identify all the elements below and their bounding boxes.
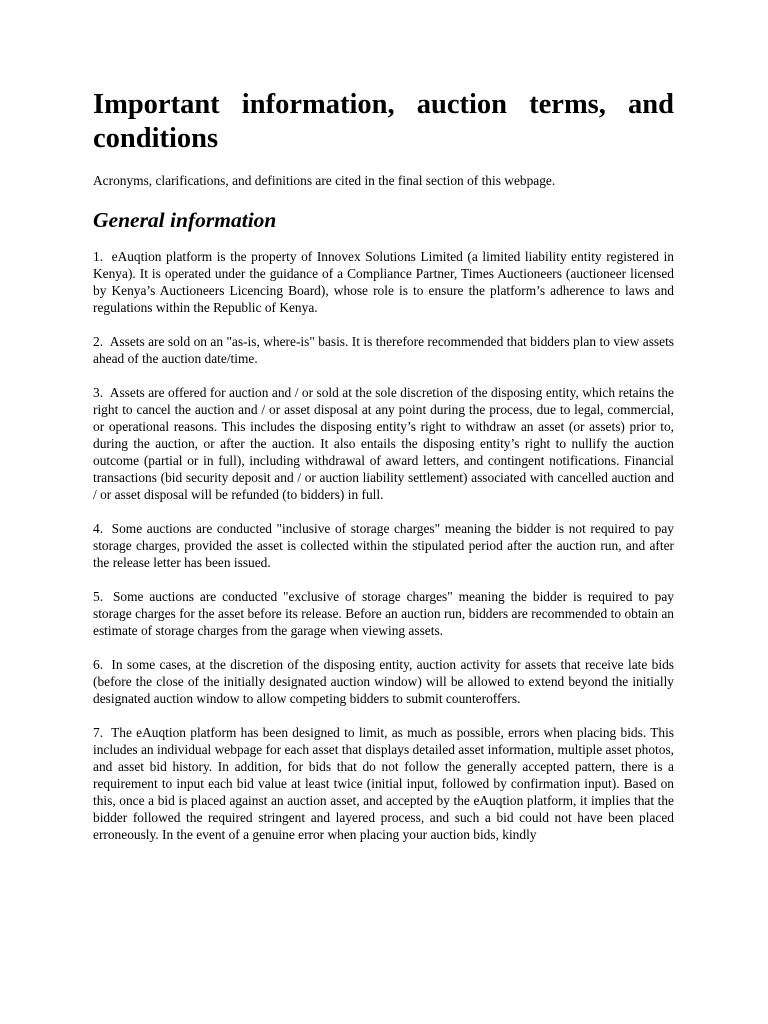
list-item <box>93 656 674 707</box>
list-item <box>93 724 674 843</box>
item-text: Assets are offered for auction and / or sold at the sole discretion of the disposing entity, which retains the right to cancel the auction and / or asset disposal at any point during the process, due to legal, commercial, or operational reasons. This includes the disposing entity’s right to withdraw an asset (or assets) prior to, during the auction, or after the auction. It also entails the disposing entity’s right to nullify the auction outcome (partial or in full), including withdrawal of award letters, and contingent notifications. Financial transactions (bid security deposit and / or auction liability settlement) associated with cancelled auction and / or asset disposal will be refunded (to bidders) in full. <box>93 385 675 502</box>
item-text: Some auctions are conducted "inclusive of storage charges" meaning the bidder is not required to pay storage charges, provided the asset is collected within the stipulated period after the auction run, and after the release letter has been issued. <box>93 521 674 570</box>
item-number: 7. <box>93 725 104 740</box>
item-number: 5. <box>93 589 104 604</box>
item-number: 2. <box>93 334 104 349</box>
list-item <box>93 520 674 571</box>
document-page <box>93 88 674 860</box>
item-text: In some cases, at the discretion of the disposing entity, auction activity for assets that receive late bids (before the close of the initially designated auction window) will be allowed to extend beyond the initially designated auction window to allow competing bidders to submit counteroffers. <box>93 657 674 706</box>
list-item <box>93 384 674 503</box>
list-item <box>93 333 674 367</box>
item-text: eAuqtion platform is the property of Innovex Solutions Limited (a limited liability entity registered in Kenya). It is operated under the guidance of a Compliance Partner, Times Auctioneers (auctioneer licensed by Kenya’s Auctioneers Licencing Board), whose role is to ensure the platform’s adherence to laws and regulations within the Republic of Kenya. <box>93 249 674 315</box>
item-text: Some auctions are conducted "exclusive of storage charges" meaning the bidder is required to pay storage charges for the asset before its release. Before an auction run, bidders are recommended to obtain an estimate of storage charges from the garage when viewing assets. <box>93 589 674 638</box>
intro-paragraph: Acronyms, clarifications, and definitions are cited in the final section of this webpage. <box>93 173 556 188</box>
list-item <box>93 588 674 639</box>
item-text: The eAuqtion platform has been designed to limit, as much as possible, errors when placing bids. This includes an individual webpage for each asset that displays detailed asset information, multiple asset photos, and asset bid history. In addition, for bids that do not follow the generally accepted pattern, there is a requirement to input each bid value at least twice (initial input, followed by confirmation input). Based on this, once a bid is placed against an auction asset, and accepted by the eAuqtion platform, it implies that the bidder followed the required stringent and layered process, and such a bid could not have been placed erroneously. In the event of a genuine error when placing your auction bids, kindly <box>93 725 675 842</box>
section-heading: General information <box>93 208 277 232</box>
list-item <box>93 248 674 316</box>
page-title: Important information, auction terms, and conditions <box>93 89 674 154</box>
item-number: 1. <box>93 249 104 264</box>
item-number: 3. <box>93 385 104 400</box>
item-number: 4. <box>93 521 104 536</box>
item-number: 6. <box>93 657 104 672</box>
item-text: Assets are sold on an "as-is, where-is" basis. It is therefore recommended that bidders plan to view assets ahead of the auction date/time. <box>93 334 675 366</box>
